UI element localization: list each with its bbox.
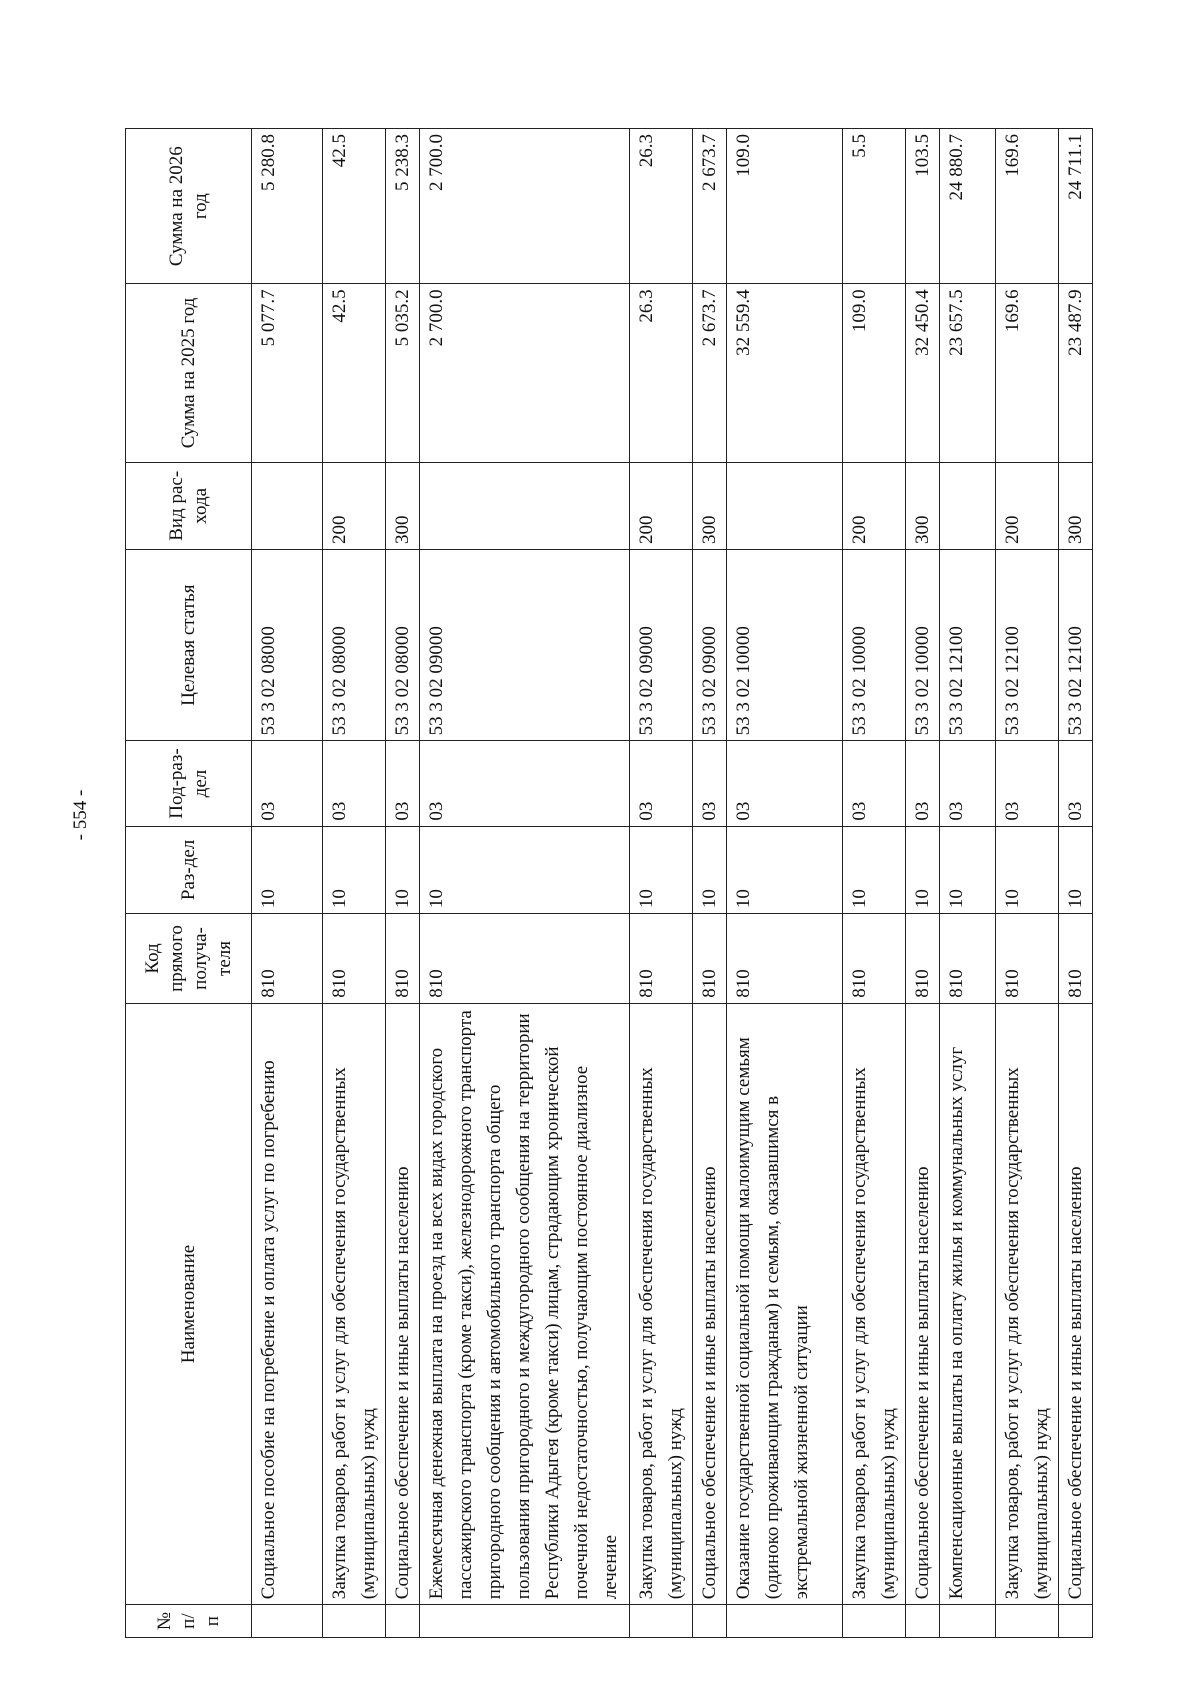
table-row [386,129,420,1638]
tselevaya-cell: 53 3 02 10000 [843,550,906,741]
table-row [940,129,996,1638]
page-number: - 554 - [70,789,91,841]
name-cell: Оказание государственной социальной помощи малоимущим семьям (одиноко проживающим гражданам) и семьям, оказавшимся в экстремальной жизненной ситуации [727,1003,843,1604]
code-cell: 810 [252,914,323,1004]
code-cell: 810 [940,914,996,1004]
header-tselevaya: Целевая статья [126,550,252,741]
razdel-cell: 10 [1059,826,1093,913]
tselevaya-cell: 53 3 02 10000 [906,550,940,741]
tselevaya-cell: 53 3 02 08000 [323,550,386,741]
tselevaya-cell: 53 3 02 08000 [252,550,323,741]
code-cell: 810 [323,914,386,1004]
table-row [906,129,940,1638]
vid-cell [940,462,996,549]
sum-2026-cell: 5.5 [843,129,906,284]
sum-2025-cell: 109.0 [843,284,906,462]
vid-cell: 300 [693,462,727,549]
table-row [420,129,630,1638]
tselevaya-cell: 53 3 02 10000 [727,550,843,741]
podrazdel-cell: 03 [630,741,693,826]
rotated-table-container [125,128,1150,1638]
vid-cell: 200 [996,462,1059,549]
tselevaya-cell: 53 3 02 09000 [630,550,693,741]
razdel-cell: 10 [323,826,386,913]
vid-cell: 300 [906,462,940,549]
name-cell: Компенсационные выплаты на оплату жилья и коммунальных услуг [940,1003,996,1604]
num-cell [906,1605,940,1638]
sum-2026-cell: 24 711.1 [1059,129,1093,284]
sum-2025-cell: 26.3 [630,284,693,462]
vid-cell: 200 [843,462,906,549]
sum-2026-cell: 109.0 [727,129,843,284]
code-cell: 810 [420,914,630,1004]
razdel-cell: 10 [996,826,1059,913]
num-cell [323,1605,386,1638]
table-row [727,129,843,1638]
vid-cell: 300 [1059,462,1093,549]
podrazdel-cell: 03 [727,741,843,826]
razdel-cell: 10 [252,826,323,913]
num-cell [252,1605,323,1638]
header-sum-2026: Сумма на 2026 год [126,129,252,284]
num-cell [630,1605,693,1638]
budget-table [125,128,1093,1638]
sum-2026-cell: 169.6 [996,129,1059,284]
razdel-cell: 10 [693,826,727,913]
tselevaya-cell: 53 3 02 08000 [386,550,420,741]
podrazdel-cell: 03 [940,741,996,826]
tselevaya-cell: 53 3 02 12100 [1059,550,1093,741]
table-row [843,129,906,1638]
header-code: Код прямого получа-теля [126,914,252,1004]
code-cell: 810 [843,914,906,1004]
podrazdel-cell: 03 [1059,741,1093,826]
table-row [996,129,1059,1638]
sum-2026-cell: 26.3 [630,129,693,284]
podrazdel-cell: 03 [693,741,727,826]
sum-2025-cell: 32 450.4 [906,284,940,462]
razdel-cell: 10 [727,826,843,913]
tselevaya-cell: 53 3 02 12100 [996,550,1059,741]
code-cell: 810 [727,914,843,1004]
name-cell: Закупка товаров, работ и услуг для обеспечения государственных (муниципальных) нужд [323,1003,386,1604]
sum-2026-cell: 24 880.7 [940,129,996,284]
header-podrazdel: Под-раз-дел [126,741,252,826]
num-cell [693,1605,727,1638]
name-cell: Ежемесячная денежная выплата на проезд на всех видах городского пассажирского транспорта (кроме такси), железнодорожного транспорта пригородного сообщения и автомобильного транспорта общего пользования пригородного и междугородного сообщения на территории Республики Адыгея (кроме такси) лицам, страдающим хронической почечной недостаточностью, получающим постоянное диализное лечение [420,1003,630,1604]
podrazdel-cell: 03 [843,741,906,826]
table-row [693,129,727,1638]
podrazdel-cell: 03 [906,741,940,826]
sum-2026-cell: 5 280.8 [252,129,323,284]
razdel-cell: 10 [630,826,693,913]
sum-2026-cell: 2 673.7 [693,129,727,284]
code-cell: 810 [693,914,727,1004]
num-cell [1059,1605,1093,1638]
sum-2025-cell: 5 035.2 [386,284,420,462]
vid-cell [420,462,630,549]
sum-2026-cell: 103.5 [906,129,940,284]
header-sum-2025: Сумма на 2025 год [126,284,252,462]
name-cell: Социальное обеспечение и иные выплаты населению [386,1003,420,1604]
vid-cell: 200 [323,462,386,549]
num-cell [843,1605,906,1638]
sum-2026-cell: 5 238.3 [386,129,420,284]
table-row [323,129,386,1638]
code-cell: 810 [630,914,693,1004]
vid-cell [252,462,323,549]
num-cell [727,1605,843,1638]
vid-cell: 200 [630,462,693,549]
razdel-cell: 10 [906,826,940,913]
tselevaya-cell: 53 3 02 09000 [420,550,630,741]
sum-2025-cell: 2 673.7 [693,284,727,462]
sum-2026-cell: 42.5 [323,129,386,284]
header-vid: Вид рас-хода [126,462,252,549]
sum-2025-cell: 23 657.5 [940,284,996,462]
sum-2025-cell: 23 487.9 [1059,284,1093,462]
name-cell: Социальное обеспечение и иные выплаты населению [1059,1003,1093,1604]
razdel-cell: 10 [940,826,996,913]
name-cell: Закупка товаров, работ и услуг для обеспечения государственных (муниципальных) нужд [843,1003,906,1604]
num-cell [420,1605,630,1638]
tselevaya-cell: 53 3 02 12100 [940,550,996,741]
sum-2026-cell: 2 700.0 [420,129,630,284]
code-cell: 810 [1059,914,1093,1004]
header-name: Наименование [126,1003,252,1604]
code-cell: 810 [906,914,940,1004]
name-cell: Закупка товаров, работ и услуг для обеспечения государственных (муниципальных) нужд [996,1003,1059,1604]
podrazdel-cell: 03 [420,741,630,826]
podrazdel-cell: 03 [252,741,323,826]
header-num: № п/п [126,1605,252,1638]
podrazdel-cell: 03 [386,741,420,826]
name-cell: Социальное пособие на погребение и оплата услуг по погребению [252,1003,323,1604]
sum-2025-cell: 169.6 [996,284,1059,462]
num-cell [940,1605,996,1638]
razdel-cell: 10 [420,826,630,913]
tselevaya-cell: 53 3 02 09000 [693,550,727,741]
table-header-row [126,129,252,1638]
table-row [630,129,693,1638]
num-cell [386,1605,420,1638]
vid-cell: 300 [386,462,420,549]
sum-2025-cell: 5 077.7 [252,284,323,462]
code-cell: 810 [996,914,1059,1004]
razdel-cell: 10 [843,826,906,913]
name-cell: Социальное обеспечение и иные выплаты населению [693,1003,727,1604]
name-cell: Закупка товаров, работ и услуг для обеспечения государственных (муниципальных) нужд [630,1003,693,1604]
podrazdel-cell: 03 [323,741,386,826]
vid-cell [727,462,843,549]
table-row [1059,129,1093,1638]
sum-2025-cell: 42.5 [323,284,386,462]
header-razdel: Раз-дел [126,826,252,913]
name-cell: Социальное обеспечение и иные выплаты населению [906,1003,940,1604]
sum-2025-cell: 32 559.4 [727,284,843,462]
razdel-cell: 10 [386,826,420,913]
podrazdel-cell: 03 [996,741,1059,826]
num-cell [996,1605,1059,1638]
sum-2025-cell: 2 700.0 [420,284,630,462]
table-row [252,129,323,1638]
code-cell: 810 [386,914,420,1004]
